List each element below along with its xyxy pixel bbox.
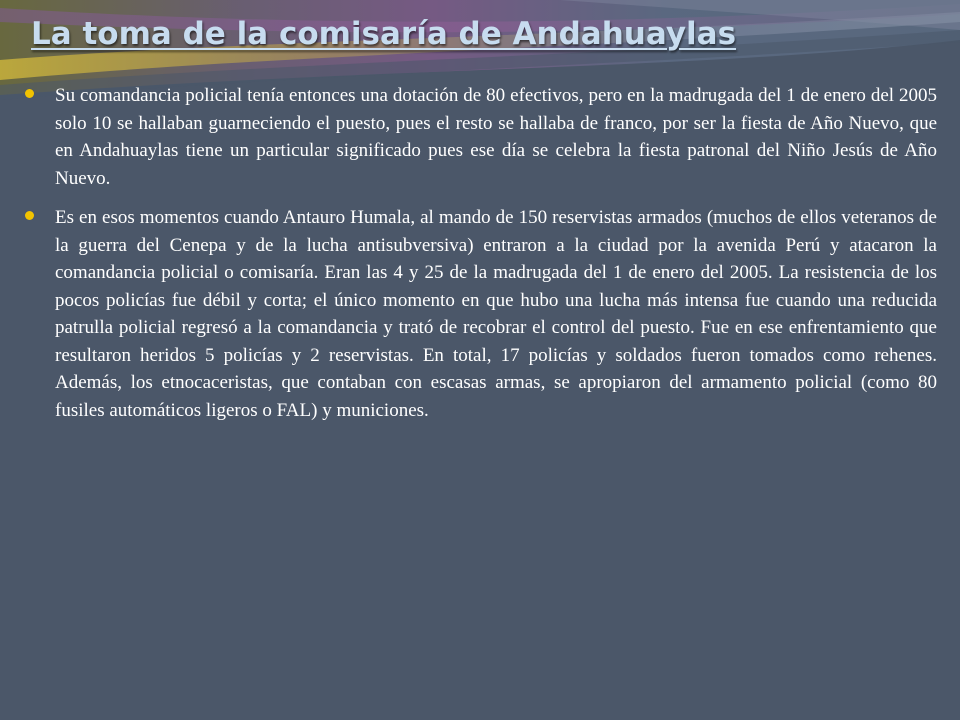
slide-title: La toma de la comisaría de Andahuaylas xyxy=(31,16,737,52)
bullet-text: Es en esos momentos cuando Antauro Humala, al mando de 150 reservistas armados (muchos de ellos veteranos de la guerra del Cenepa y de la lucha antisubversiva) entraron a la ciudad por la avenida Perú y atacaron la comandancia policial o comisaría. Eran las 4 y 25 de la madrugada del 1 de enero del 2005. La resistencia de los pocos policías fue débil y corta; el único momento en que hubo una lucha más intensa fue cuando una reducida patrulla policial regresó a la comandancia y trató de recobrar el control del puesto. Fue en ese enfrentamiento que resultaron heridos 5 policías y 2 reservistas. En total, 17 policías y soldados fueron tomados como rehenes. Además, los etnocaceristas, que contaban con escasas armas, se apropiaron del armamento policial (como 80 fusiles automáticos ligeros o FAL) y municiones. xyxy=(55,207,937,421)
bullet-dot-icon xyxy=(25,89,34,98)
bullet-dot-icon xyxy=(25,211,34,220)
bullet-item xyxy=(55,82,937,192)
bullet-text: Su comandancia policial tenía entonces una dotación de 80 efectivos, pero en la madrugada del 1 de enero del 2005 solo 10 se hallaban guarneciendo el puesto, pues el resto se hallaba de franco, por ser la fiesta de Año Nuevo, que en Andahuaylas tiene un particular significado pues ese día se celebra la fiesta patronal del Niño Jesús de Año Nuevo. xyxy=(55,85,937,189)
bullet-list xyxy=(0,82,960,424)
bullet-item xyxy=(55,204,937,424)
